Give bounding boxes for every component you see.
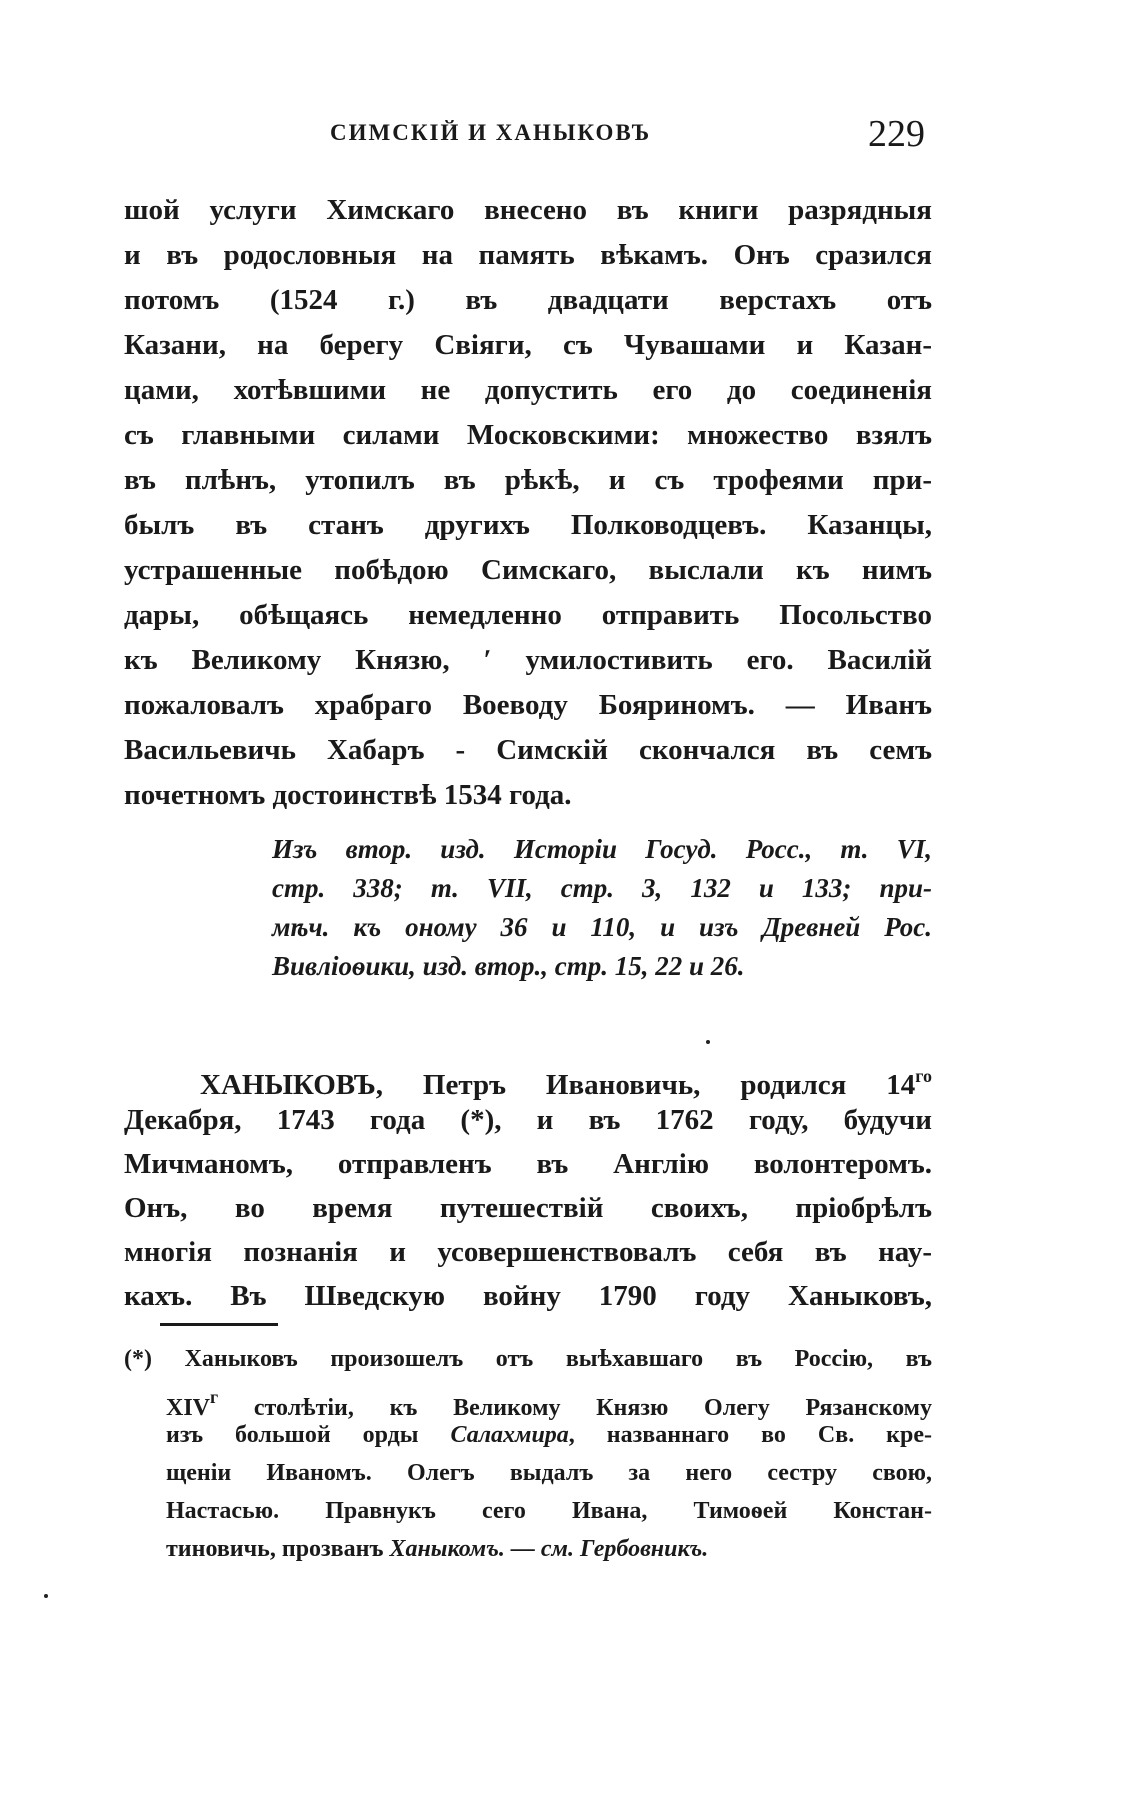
footnote-italic: Салахмира bbox=[450, 1422, 569, 1448]
text-line: цами, хотѣвшими не допустить его до соединенія bbox=[124, 374, 932, 406]
paragraph-simsky bbox=[124, 188, 932, 818]
footnote-text: изъ большой орды bbox=[166, 1422, 451, 1448]
text-line: кахъ. Въ Шведскую войну 1790 году Ханыковъ, bbox=[124, 1280, 932, 1312]
ink-speck bbox=[706, 1040, 710, 1044]
reference-line: стр. 338; т. VII, стр. 3, 132 и 133; при- bbox=[272, 873, 932, 903]
text-line: пожаловалъ храбраго Воеводу Бояриномъ. — Иванъ bbox=[124, 689, 932, 721]
text-line: къ Великому Князю, ʹ умилостивить его. Василій bbox=[124, 644, 932, 676]
century-numeral: XIV bbox=[166, 1395, 211, 1421]
footnote-line bbox=[124, 1416, 932, 1454]
ink-speck bbox=[44, 1594, 48, 1598]
page-number: 229 bbox=[868, 113, 925, 155]
text-line: Казани, на берегу Свіяги, съ Чувашами и Казан- bbox=[124, 329, 932, 361]
footnote-text: столѣтіи, къ Великому Князю Олегу Рязанскому bbox=[218, 1395, 932, 1421]
entry-heading: ХАНЫКОВЪ, Петръ Ивановичь, родился 14 bbox=[200, 1069, 916, 1101]
source-reference bbox=[272, 830, 932, 986]
text-line: въ плѣнъ, утопилъ въ рѣкѣ, и съ трофеями при- bbox=[124, 464, 932, 496]
text-line: Декабря, 1743 года (*), и въ 1762 году, будучи bbox=[124, 1104, 932, 1136]
text-line: былъ въ станъ другихъ Полководцевъ. Казанцы, bbox=[124, 509, 932, 541]
footnote-text: тиновичь, прозванъ bbox=[166, 1536, 390, 1562]
text-line: многія познанія и усовершенствовалъ себя въ нау- bbox=[124, 1236, 932, 1268]
reference-line: Изъ втор. изд. Исторіи Госуд. Росс., т. VI, bbox=[272, 834, 932, 864]
text-line: устрашенные побѣдою Симскаго, выслали къ нимъ bbox=[124, 554, 932, 586]
text-line: Васильевичь Хабаръ - Симскій скончался въ семъ bbox=[124, 734, 932, 766]
footnote-italic: Ханыкомъ. — см. Гербовникъ. bbox=[389, 1536, 709, 1562]
text-line: дары, обѣщаясь немедленно отправить Посольство bbox=[124, 599, 932, 631]
paragraph-khanykov bbox=[124, 1054, 932, 1318]
text-line: почетномъ достоинствѣ 1534 года. bbox=[124, 779, 572, 811]
running-head bbox=[0, 112, 1140, 162]
text-line: Онъ, во время путешествій своихъ, пріобрѣлъ bbox=[124, 1192, 932, 1224]
footnote-line: щеніи Иваномъ. Олегъ выдалъ за него сестру свою, bbox=[166, 1460, 932, 1486]
footnote-line: (*) Ханыковъ произошелъ отъ выѣхавшаго въ Россію, въ bbox=[124, 1346, 932, 1372]
footnote-line bbox=[124, 1530, 932, 1568]
text-line: Мичманомъ, отправленъ въ Англію волонтеромъ. bbox=[124, 1148, 932, 1180]
footnote bbox=[124, 1340, 932, 1568]
text-line: потомъ (1524 г.) въ двадцати верстахъ отъ bbox=[124, 284, 932, 316]
text-line: шой услуги Химскаго внесено въ книги разрядныя bbox=[124, 194, 932, 226]
superscript: г bbox=[210, 1387, 219, 1407]
footnote-line: Настасью. Правнукъ сего Ивана, Тимоѳей Констан- bbox=[166, 1498, 932, 1524]
footnote-divider bbox=[160, 1323, 278, 1326]
text-line: съ главными силами Московскими: множество взялъ bbox=[124, 419, 932, 451]
text-line: и въ родословныя на память вѣкамъ. Онъ сразился bbox=[124, 239, 932, 271]
reference-line: Вивліоѳики, изд. втор., стр. 15, 22 и 26. bbox=[272, 951, 745, 981]
footnote-text: , названнаго во Св. кре- bbox=[568, 1422, 932, 1448]
reference-line: мѣч. къ оному 36 и 110, и изъ Древней Рос. bbox=[272, 912, 932, 942]
superscript: го bbox=[915, 1066, 932, 1086]
running-title: СИМСКІЙ И ХАНЫКОВЪ bbox=[330, 120, 652, 145]
text-line bbox=[124, 1054, 932, 1101]
footnote-line bbox=[124, 1378, 932, 1421]
